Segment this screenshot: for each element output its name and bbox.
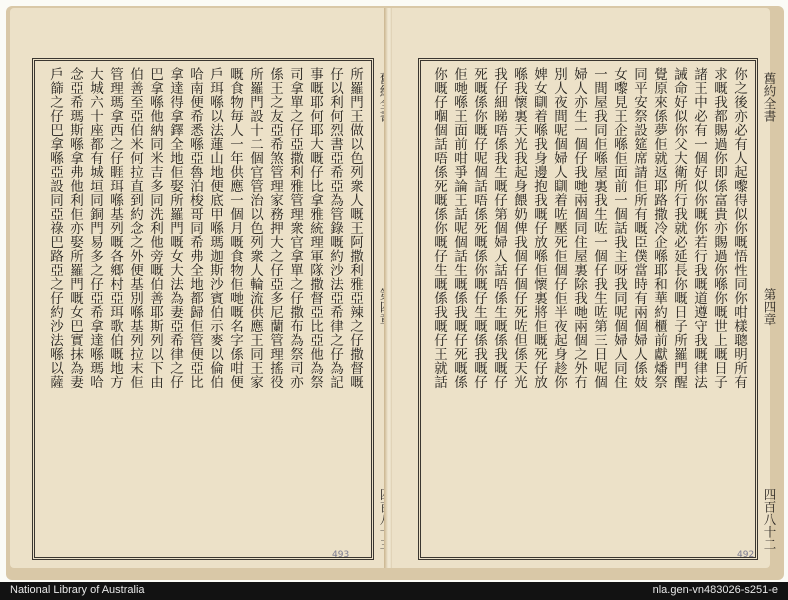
left-text-column: 戶篩之仔巴拿喺亞設同亞祿巴路亞之仔約沙法喺以薩 (47, 67, 63, 389)
right-text-columns (427, 67, 749, 551)
right-text-column: 死嘅係你嘅仔呢個話唔係死嘅係你嘅仔生嘅係我嘅仔 (471, 67, 487, 389)
left-text-column: 拿達得拿鐸全地佢娶所羅門嘅女大法為妻亞希律之仔 (167, 67, 183, 389)
right-text-column: 你之後亦必有人起嚟得似你嘅悟性同你咁樣聰明所有 (731, 67, 747, 389)
left-text-column: 管理瑪拿西之仔睚珥喺基列嘅各鄉村亞珥歌伯嘅地方 (107, 67, 123, 389)
right-text-column: 婦人亦生一個仔我哋兩個同住屋裏除我哋兩個之外冇 (571, 67, 587, 389)
right-pencil-number: 492 (737, 550, 755, 560)
left-text-frame (32, 58, 374, 560)
left-text-column: 戶珥喺以法蓮山地便底甲喺瑪迦斯沙賓伯示麥以倫伯 (207, 67, 223, 389)
right-text-column: 諸王中必有一個好似你嘅你若行我嘅道遵守我嘅律法 (691, 67, 707, 389)
right-margin-chapter: 第四章 (762, 288, 777, 326)
right-text-frame (418, 58, 758, 560)
right-text-column: 你嘅仔嗰個話唔係死嘅係你嘅仔生嘅係我嘅仔王就話 (431, 67, 447, 389)
right-text-column: 喺我懷裏天光我起身餵奶俾我個仔個仔死咗但係天光 (511, 67, 527, 389)
footer-identifier: nla.gen-vn483026-s251-e (652, 584, 778, 596)
left-text-column: 事嘅耶何耶大嘅仔比拿雅統理軍隊撒督亞比亞他為祭 (307, 67, 323, 389)
library-footer (0, 582, 788, 600)
left-text-column: 伯善至亞伯米何拉直到約念之外便基別喺基列拉末佢 (127, 67, 143, 389)
right-text-column: 佢哋喺王面前咁爭論王話呢個話生嘅係我嘅仔死嘅係 (451, 67, 467, 389)
left-text-column: 巴拿喺他納同米吉多同洗利他旁嘅伯善耶斯列以下由 (147, 67, 163, 389)
right-text-column: 同平安祭設筵席請佢所有嘅臣僕當時有兩個婦人係妓 (631, 67, 647, 389)
right-text-column: 別人夜間呢個婦人瞓着咗壓死佢個仔佢半夜起身趁你 (551, 67, 567, 389)
right-text-column: 我仔細睇唔係我生嘅仔第個婦人話唔係生嘅係我嘅仔 (491, 67, 507, 389)
right-margin-title: 舊約全書 (762, 72, 777, 122)
left-pencil-number: 493 (332, 550, 350, 560)
right-text-column: 女嚟見王企喺佢面前一個話我主呀我同呢個婦人同住 (611, 67, 627, 389)
right-text-column: 求嘅我都賜過你即係富貴亦賜過你喺你嘅世上嘅日子 (711, 67, 727, 389)
left-page (10, 8, 386, 568)
right-margin-column (758, 58, 782, 560)
right-text-column: 一間屋我同佢喺屋裏我生咗一個仔我生咗第三日呢個 (591, 67, 607, 389)
left-text-columns (41, 67, 365, 551)
right-text-column: 婢女瞓着喺我身邊抱我嘅仔放喺佢懷裏將佢嘅死仔放 (531, 67, 547, 389)
right-page (392, 8, 777, 568)
right-text-column: 誡命好似你父大衛所行我就必延長你嘅日子所羅門醒 (671, 67, 687, 389)
footer-library-name: National Library of Australia (10, 584, 145, 596)
left-text-column: 大城六十座都有城垣同銅門易多之仔亞希拿達喺瑪哈 (87, 67, 103, 389)
right-page-number: 四百八十二 (762, 487, 777, 550)
left-text-column: 仔以利何烈書亞希亞為管錄嘅約沙法亞希律之仔為記 (327, 67, 343, 389)
left-text-column: 嘅食物毎人一年供應一個月嘅食物佢哋嘅名字係咁便 (227, 67, 243, 389)
left-text-column: 司拿單之仔亞撒利雅管理衆官拿單之仔撒布為祭司亦 (287, 67, 303, 389)
right-text-column: 覺原來係夢佢就返耶路撒冷企喺耶和華約櫃前獻燔祭 (651, 67, 667, 389)
left-text-column: 所羅門王做以色列衆人嘅王阿撒利雅亞辣之仔撒督嘅 (347, 67, 363, 389)
left-text-column: 所羅門設十二個官管治以色列衆人輪流供應王同王家 (247, 67, 263, 389)
left-text-column: 哈南便希悉喺亞魯泊梭哥同希弗全地都歸佢管便亞比 (187, 67, 203, 389)
left-text-column: 念亞希瑪斯喺拿弗他利佢亦娶所羅門嘅女巴實抹為妻 (67, 67, 83, 389)
left-text-column: 係王之友亞希煞管理家務押大之仔亞多尼蘭管理搖役 (267, 67, 283, 389)
